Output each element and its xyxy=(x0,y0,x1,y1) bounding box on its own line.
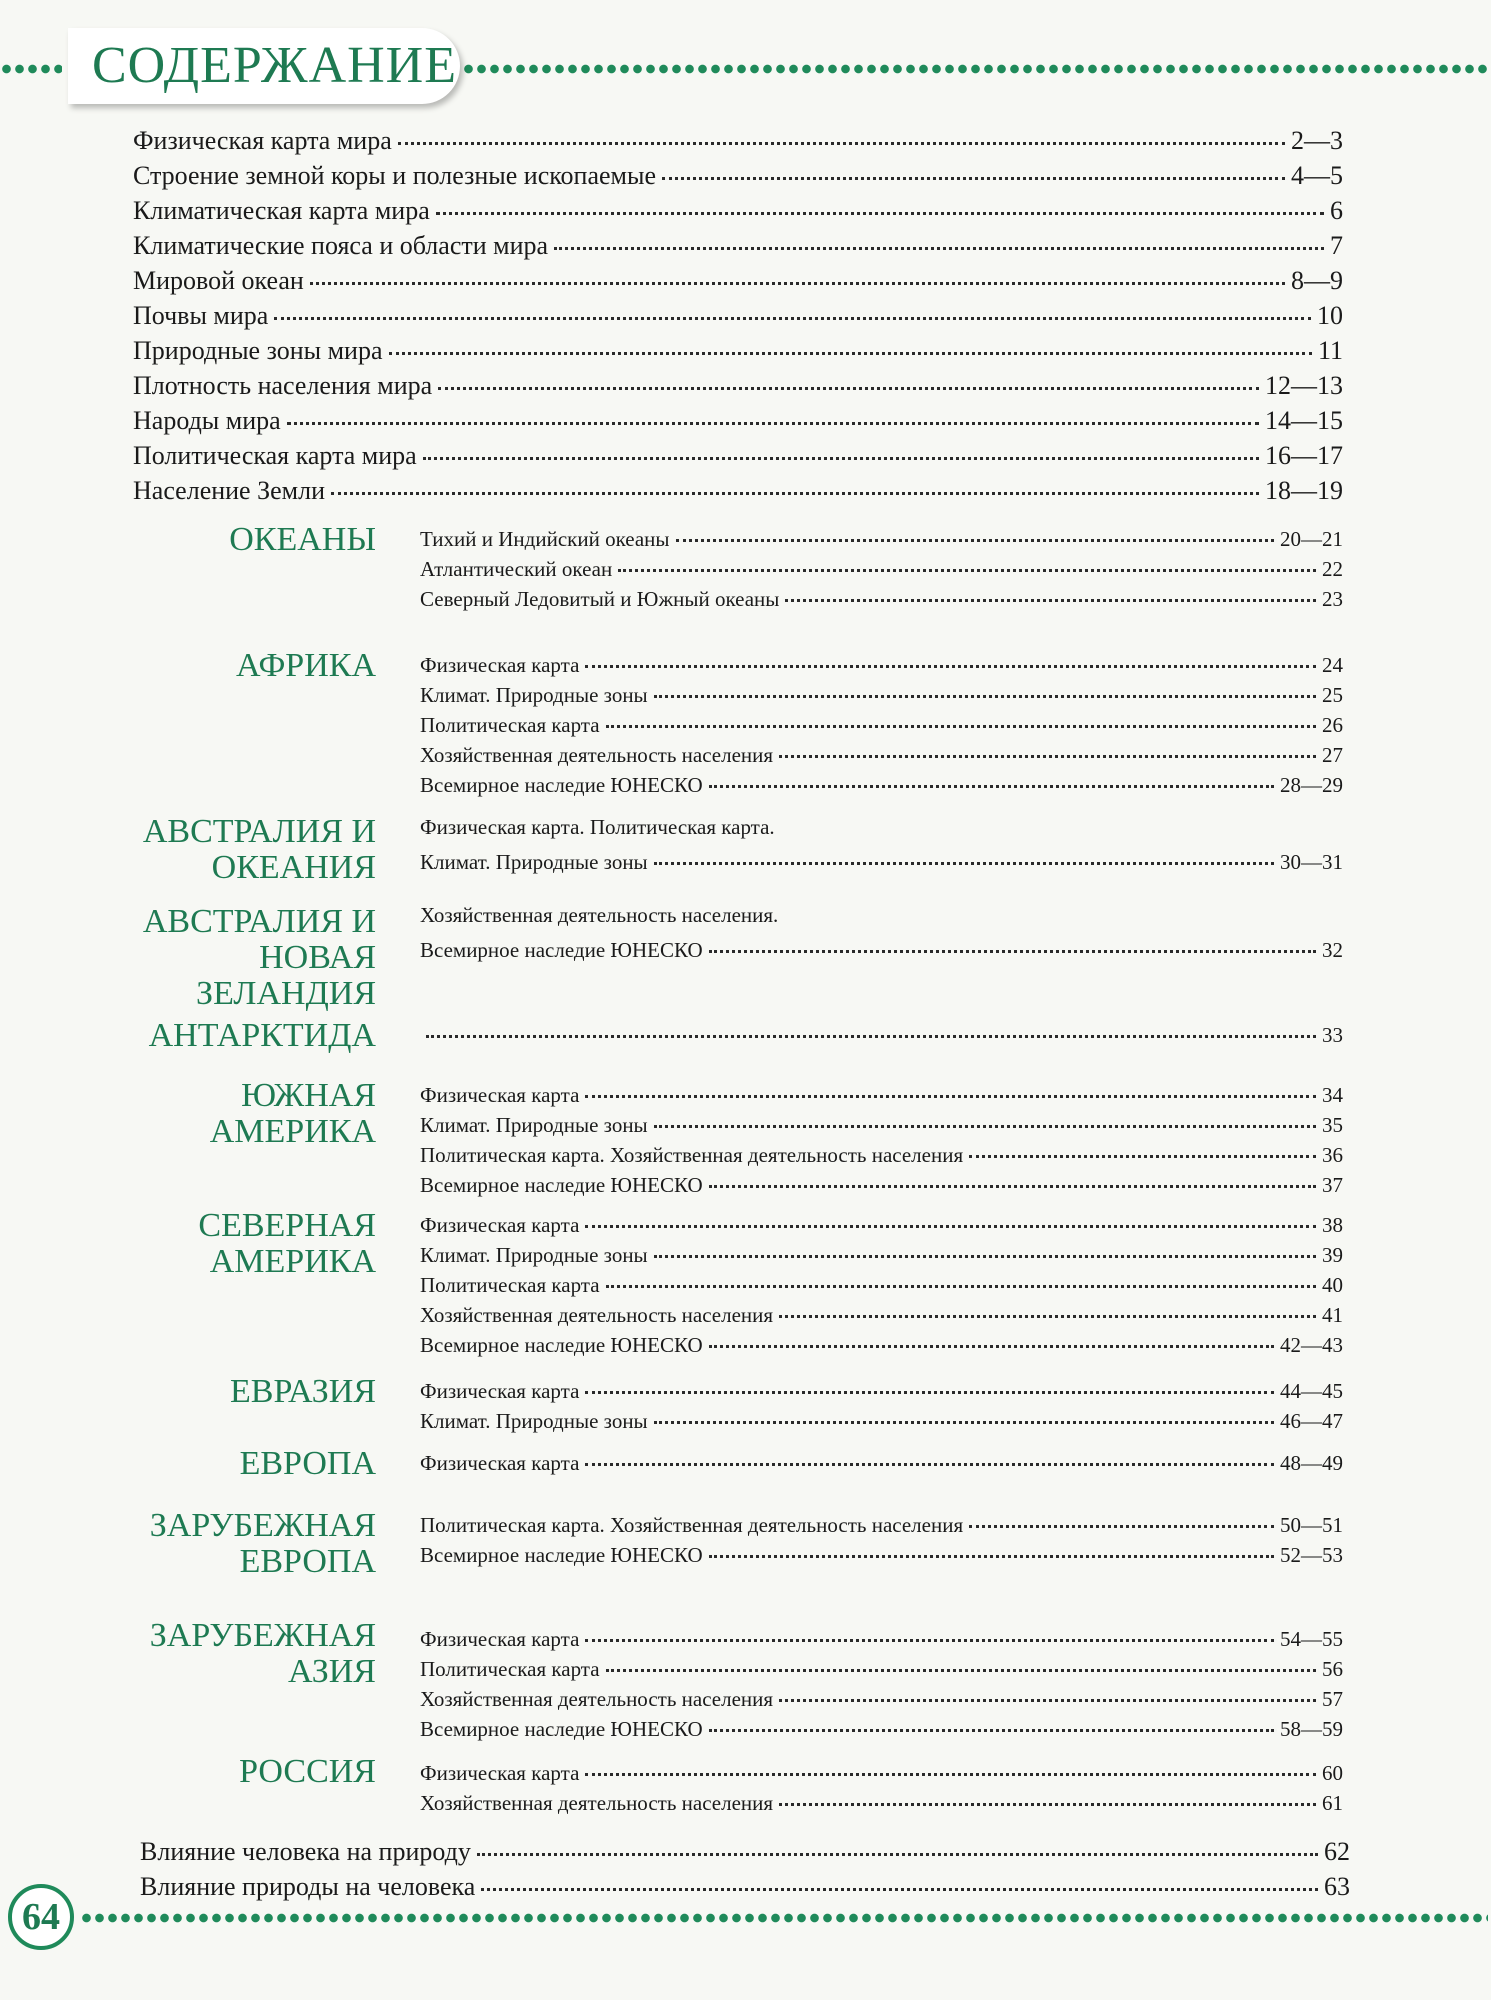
entry-title: Почвы мира xyxy=(133,301,269,330)
toc-entry[interactable] xyxy=(420,1538,1343,1568)
entry-page: 36 xyxy=(1322,1143,1343,1167)
entry-page: 37 xyxy=(1322,1173,1343,1197)
entry-title: Всемирное наследие ЮНЕСКО xyxy=(420,1173,703,1197)
section-heading: АНТАРКТИДА xyxy=(148,1017,376,1054)
toc-entry[interactable] xyxy=(133,470,1343,506)
dot-leader xyxy=(436,186,1324,215)
entry-title: Всемирное наследие ЮНЕСКО xyxy=(420,1543,703,1567)
entry-title: Влияние человека на природу xyxy=(140,1837,471,1866)
entry-title: Климат. Природные зоны xyxy=(420,1243,648,1267)
entry-title: Политическая карта. Хозяйственная деятельность населения xyxy=(420,1513,964,1537)
entry-title: Климат. Природные зоны xyxy=(420,683,648,707)
dot-leader xyxy=(585,1618,1274,1642)
toc-entry[interactable] xyxy=(420,582,1343,612)
dot-leader xyxy=(779,1678,1316,1702)
entry-page: 7 xyxy=(1330,231,1343,260)
dot-leader xyxy=(709,1534,1274,1558)
entry-title: Физическая карта xyxy=(420,1379,580,1403)
entry-title: Народы мира xyxy=(133,406,281,435)
entry-page: 44—45 xyxy=(1280,1379,1343,1403)
toc-entry[interactable] xyxy=(420,1404,1343,1434)
entry-title: Атлантический океан xyxy=(420,557,613,581)
toc-entry[interactable] xyxy=(420,768,1343,798)
section-heading: ЕВРОПА xyxy=(239,1445,376,1482)
dot-leader xyxy=(585,1204,1316,1228)
dot-leader xyxy=(785,578,1316,602)
entry-title: Тихий и Индийский океаны xyxy=(420,527,670,551)
entry-page: 63 xyxy=(1324,1872,1350,1901)
dot-leader xyxy=(654,1104,1316,1128)
entry-page: 16—17 xyxy=(1265,441,1343,470)
entry-page: 42—43 xyxy=(1280,1333,1343,1357)
dot-leader xyxy=(969,1134,1316,1158)
entry-page: 20—21 xyxy=(1280,527,1343,551)
dot-leader xyxy=(423,431,1259,460)
dot-leader xyxy=(779,1782,1316,1806)
section-heading: РОССИЯ xyxy=(239,1753,376,1790)
entry-title: Население Земли xyxy=(133,476,326,505)
toc-entry[interactable] xyxy=(420,933,1343,963)
dot-leader xyxy=(654,1400,1274,1424)
entry-page: 34 xyxy=(1322,1083,1343,1107)
section-heading: ЗАРУБЕЖНАЯ АЗИЯ xyxy=(149,1617,376,1690)
entry-title: Северный Ледовитый и Южный океаны xyxy=(420,587,780,611)
entry-title: Климат. Природные зоны xyxy=(420,1113,648,1137)
dot-leader xyxy=(779,1294,1316,1318)
entry-title: Физическая карта xyxy=(420,1451,580,1475)
dot-leader xyxy=(274,291,1311,320)
entry-title: Всемирное наследие ЮНЕСКО xyxy=(420,1717,703,1741)
entry-title: Политическая карта xyxy=(420,713,600,737)
dot-leader xyxy=(398,116,1285,145)
dot-leader xyxy=(606,704,1316,728)
entry-page: 62 xyxy=(1324,1837,1350,1866)
dot-leader xyxy=(709,929,1316,953)
entry-page: 48—49 xyxy=(1280,1451,1343,1475)
entry-page: 25 xyxy=(1322,683,1343,707)
entry-title: Хозяйственная деятельность населения. xyxy=(420,903,779,927)
dot-leader xyxy=(709,1324,1274,1348)
entry-title: Политическая карта xyxy=(420,1657,600,1681)
entry-title: Физическая карта. Политическая карта. xyxy=(420,815,775,839)
section-heading: СЕВЕРНАЯ АМЕРИКА xyxy=(198,1207,376,1280)
toc-entry[interactable] xyxy=(420,845,1343,875)
dot-leader xyxy=(662,151,1285,180)
dotted-band-bottom xyxy=(80,1911,1488,1925)
page-title: СОДЕРЖАНИЕ xyxy=(92,37,457,94)
entry-title: Всемирное наследие ЮНЕСКО xyxy=(420,938,703,962)
dot-leader xyxy=(481,1862,1318,1891)
entry-title: Влияние природы на человека xyxy=(140,1872,476,1901)
toc-entry[interactable] xyxy=(420,1446,1343,1476)
entry-page: 10 xyxy=(1317,301,1343,330)
dot-leader xyxy=(310,256,1285,285)
dot-leader xyxy=(618,548,1316,572)
entry-title: Всемирное наследие ЮНЕСКО xyxy=(420,1333,703,1357)
dot-leader xyxy=(606,1264,1316,1288)
section-heading: АВСТРАЛИЯ И ОКЕАНИЯ xyxy=(142,813,376,886)
dot-leader xyxy=(477,1827,1318,1856)
entry-page: 2—3 xyxy=(1291,126,1343,155)
entry-title: Климат. Природные зоны xyxy=(420,850,648,874)
entry-title: Климат. Природные зоны xyxy=(420,1409,648,1433)
dot-leader xyxy=(654,674,1316,698)
entry-page: 50—51 xyxy=(1280,1513,1343,1537)
dot-leader xyxy=(676,518,1275,542)
entry-page: 22 xyxy=(1322,557,1343,581)
entry-title: Природные зоны мира xyxy=(133,336,383,365)
entry-title: Мировой океан xyxy=(133,266,304,295)
entry-title: Хозяйственная деятельность населения xyxy=(420,1791,774,1815)
dot-leader xyxy=(389,326,1312,355)
entry-page: 24 xyxy=(1322,653,1343,677)
entry-page: 6 xyxy=(1330,196,1343,225)
entry-page: 52—53 xyxy=(1280,1543,1343,1567)
toc-entry[interactable] xyxy=(420,1786,1343,1816)
entry-title: Физическая карта xyxy=(420,1627,580,1651)
entry-title: Физическая карта xyxy=(420,1213,580,1237)
toc-entry[interactable] xyxy=(420,1712,1343,1742)
entry-title: Физическая карта мира xyxy=(133,126,392,155)
entry-title: Физическая карта xyxy=(420,1083,580,1107)
dot-leader xyxy=(779,734,1316,758)
dot-leader xyxy=(585,1752,1316,1776)
entry-page: 32 xyxy=(1322,938,1343,962)
entry-title: Климатическая карта мира xyxy=(133,196,430,225)
entry-page: 33 xyxy=(1322,1023,1343,1047)
entry-page: 23 xyxy=(1322,587,1343,611)
dot-leader xyxy=(287,396,1259,425)
entry-title: Хозяйственная деятельность населения xyxy=(420,743,774,767)
entry-page: 40 xyxy=(1322,1273,1343,1297)
section-heading: ЗАРУБЕЖНАЯ ЕВРОПА xyxy=(149,1507,376,1580)
entry-title: Физическая карта xyxy=(420,1761,580,1785)
dot-leader xyxy=(654,841,1274,865)
entry-page: 4—5 xyxy=(1291,161,1343,190)
toc-entry[interactable] xyxy=(420,815,1343,840)
entry-page: 26 xyxy=(1322,713,1343,737)
entry-page: 35 xyxy=(1322,1113,1343,1137)
entry-title: Всемирное наследие ЮНЕСКО xyxy=(420,773,703,797)
entry-page: 11 xyxy=(1317,336,1343,365)
entry-page: 46—47 xyxy=(1280,1409,1343,1433)
section-heading: ЮЖНАЯ АМЕРИКА xyxy=(209,1077,376,1150)
entry-title: Политическая карта. Хозяйственная деятельность населения xyxy=(420,1143,964,1167)
dotted-band-top xyxy=(462,62,1488,76)
entry-page: 28—29 xyxy=(1280,773,1343,797)
entry-title: Политическая карта xyxy=(420,1273,600,1297)
entry-page: 41 xyxy=(1322,1303,1343,1327)
toc-entry[interactable] xyxy=(420,1018,1343,1048)
entry-page: 39 xyxy=(1322,1243,1343,1267)
entry-title: Хозяйственная деятельность населения xyxy=(420,1687,774,1711)
dot-leader xyxy=(654,1234,1316,1258)
dot-leader xyxy=(969,1504,1274,1528)
entry-title: Плотность населения мира xyxy=(133,371,433,400)
dot-leader xyxy=(709,1164,1316,1188)
entry-page: 14—15 xyxy=(1265,406,1343,435)
entry-page: 8—9 xyxy=(1291,266,1343,295)
entry-page: 12—13 xyxy=(1265,371,1343,400)
section-heading: ЕВРАЗИЯ xyxy=(230,1373,376,1410)
dot-leader xyxy=(585,1074,1316,1098)
entry-page: 54—55 xyxy=(1280,1627,1343,1651)
section-heading: АФРИКА xyxy=(236,647,376,684)
toc-entry[interactable] xyxy=(420,903,1343,928)
entry-title: Физическая карта xyxy=(420,653,580,677)
entry-title: Хозяйственная деятельность населения xyxy=(420,1303,774,1327)
dot-leader xyxy=(585,644,1316,668)
entry-title: Строение земной коры и полезные ископаемые xyxy=(133,161,657,190)
entry-page: 38 xyxy=(1322,1213,1343,1237)
entry-page: 56 xyxy=(1322,1657,1343,1681)
entry-page: 27 xyxy=(1322,743,1343,767)
entry-page: 30—31 xyxy=(1280,850,1343,874)
section-heading: АВСТРАЛИЯ И НОВАЯ ЗЕЛАНДИЯ xyxy=(142,903,376,1012)
dot-leader xyxy=(585,1370,1274,1394)
dot-leader xyxy=(585,1442,1274,1466)
dot-leader xyxy=(709,764,1274,788)
entry-page: 61 xyxy=(1322,1791,1343,1815)
entry-title: Климатические пояса и области мира xyxy=(133,231,549,260)
dot-leader xyxy=(606,1648,1316,1672)
entry-title: Политическая карта мира xyxy=(133,441,417,470)
dot-leader xyxy=(438,361,1259,390)
dot-leader xyxy=(709,1708,1274,1732)
entry-page: 58—59 xyxy=(1280,1717,1343,1741)
entry-page: 18—19 xyxy=(1265,476,1343,505)
page-number-badge: 64 xyxy=(8,1884,74,1950)
entry-page: 60 xyxy=(1322,1761,1343,1785)
toc-entry[interactable] xyxy=(140,1866,1350,1902)
dot-leader xyxy=(554,221,1324,250)
dotted-band-left xyxy=(0,62,62,76)
entry-page: 57 xyxy=(1322,1687,1343,1711)
toc-entry[interactable] xyxy=(420,1168,1343,1198)
toc-entry[interactable] xyxy=(420,1328,1343,1358)
dot-leader xyxy=(331,466,1259,495)
section-heading: ОКЕАНЫ xyxy=(229,521,376,558)
dot-leader xyxy=(426,1014,1316,1038)
